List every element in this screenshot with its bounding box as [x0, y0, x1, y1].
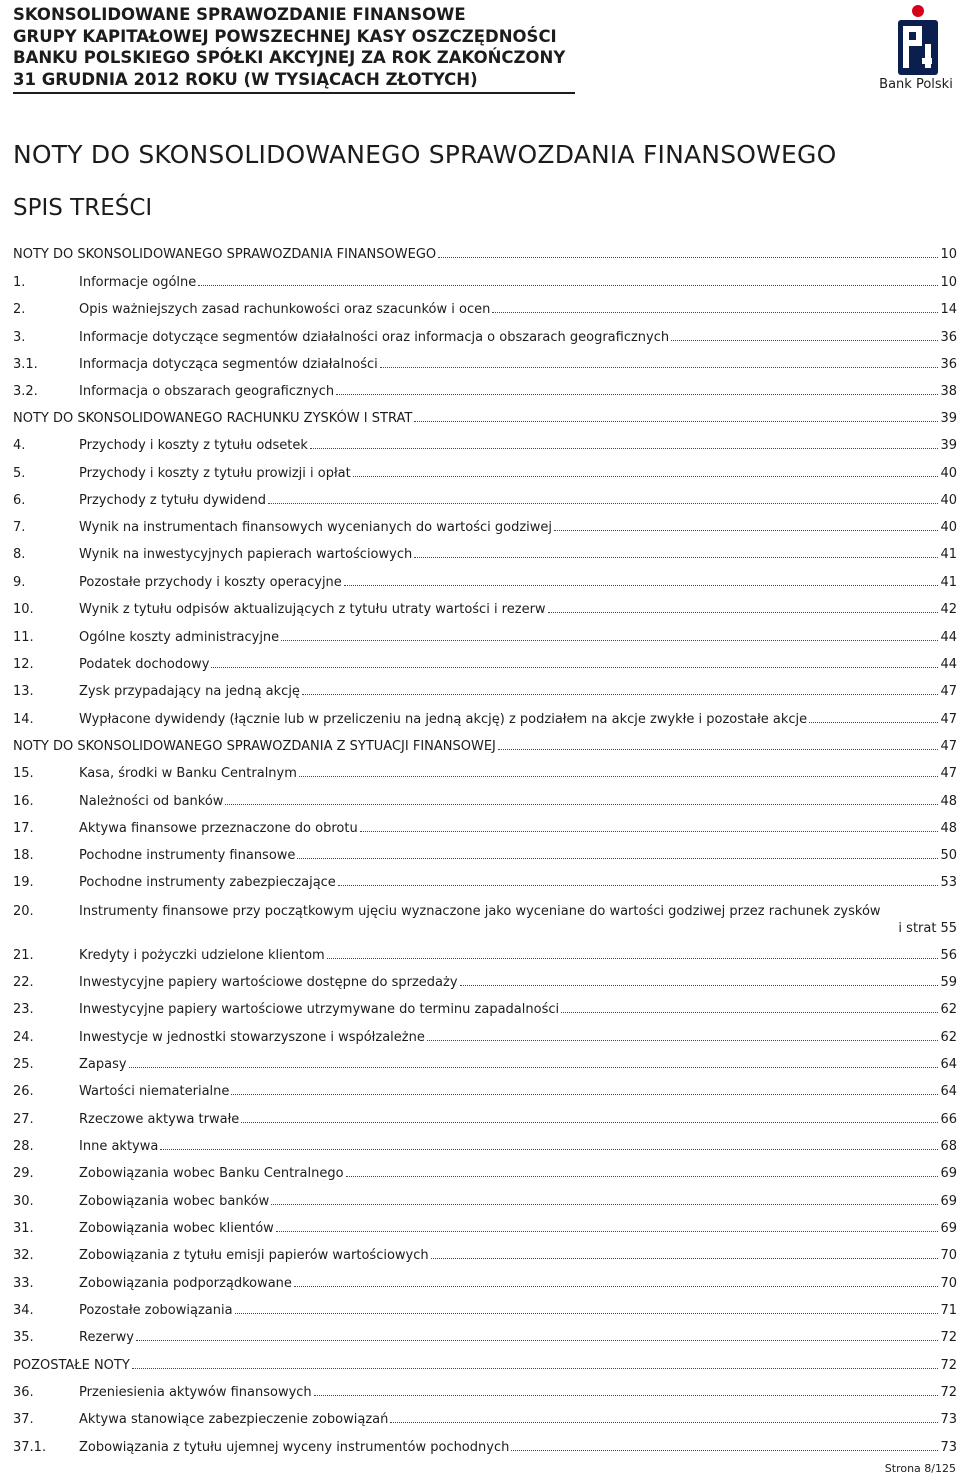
toc-entry-title: Kredyty i pożyczki udzielone klientom [79, 948, 325, 963]
toc-entry-title: Zobowiązania wobec banków [79, 1194, 270, 1209]
toc-entry-line [79, 821, 957, 837]
toc-entry-number: 6. [13, 493, 26, 508]
toc-entry-line [79, 794, 957, 810]
toc-page-number: 48 [940, 794, 957, 809]
header-divider [13, 92, 575, 94]
toc-entry-title: Przychody i koszty z tytułu odsetek [79, 438, 308, 453]
toc-entry-line [13, 411, 957, 427]
header-line-3: BANKU POLSKIEGO SPÓŁKI AKCYJNEJ ZA ROK ZAKOŃCZONY [13, 48, 566, 67]
toc-entry-number: 16. [13, 794, 34, 809]
toc-entry-number: 22. [13, 975, 34, 990]
toc-page-number: 36 [940, 330, 957, 345]
toc-title: SPIS TREŚCI [13, 195, 153, 221]
toc-dot-leader [302, 694, 939, 695]
toc-page-number: 66 [940, 1112, 957, 1127]
toc-entry-line [79, 466, 957, 482]
toc-page-number: 41 [940, 547, 957, 562]
toc-page-number: 59 [940, 975, 957, 990]
toc-page-number: 69 [940, 1221, 957, 1236]
toc-entry-line [13, 739, 957, 755]
toc-entry-line [79, 975, 957, 991]
toc-page-number: 50 [940, 848, 957, 863]
toc-dot-leader [231, 1094, 938, 1095]
toc-page-number: 71 [940, 1303, 957, 1318]
toc-dot-leader [235, 1313, 939, 1314]
toc-entry-number: 20. [13, 904, 34, 919]
toc-page-number: 70 [940, 1248, 957, 1263]
toc-entry-line [79, 330, 957, 346]
toc-entry-number: 36. [13, 1385, 34, 1400]
toc-entry-title: Rzeczowe aktywa trwałe [79, 1112, 240, 1127]
toc-dot-leader [344, 585, 939, 586]
toc-entry-number: 23. [13, 1002, 34, 1017]
toc-entry-title: Pochodne instrumenty finansowe [79, 848, 296, 863]
toc-entry-number: 14. [13, 712, 34, 727]
toc-entry-number: 17. [13, 821, 34, 836]
toc-entry-number: 30. [13, 1194, 34, 1209]
toc-entry-number: 1. [13, 275, 26, 290]
toc-entry-title: Przeniesienia aktywów finansowych [79, 1385, 312, 1400]
toc-entry-title: Rezerwy [79, 1330, 134, 1345]
toc-page-number: 47 [940, 739, 957, 754]
toc-dot-leader [360, 831, 939, 832]
toc-entry-title: Należności od banków [79, 794, 224, 809]
toc-dot-leader [211, 667, 938, 668]
toc-entry-number: 5. [13, 466, 26, 481]
toc-entry-number: 26. [13, 1084, 34, 1099]
toc-dot-leader [310, 448, 939, 449]
toc-page-number: 69 [940, 1194, 957, 1209]
toc-entry-text-line1: Instrumenty finansowe przy początkowym ujęciu wyznaczone jako wyceniane do wartości godziwej przez rachunek zysków [79, 904, 881, 919]
toc-entry-title: Aktywa finansowe przeznaczone do obrotu [79, 821, 358, 836]
toc-entry-title: Inwestycyjne papiery wartościowe utrzymywane do terminu zapadalności [79, 1002, 560, 1017]
toc-dot-leader [268, 503, 938, 504]
toc-page-number: 10 [940, 247, 957, 262]
toc-page-number: 72 [940, 1358, 957, 1373]
toc-entry-line [79, 547, 957, 563]
toc-entry-line [79, 602, 957, 618]
toc-page-number: 40 [940, 466, 957, 481]
toc-page-number: 38 [940, 384, 957, 399]
toc-entry-number: 37.1. [13, 1440, 47, 1455]
toc-entry-line [79, 1057, 957, 1073]
toc-entry-number: 21. [13, 948, 34, 963]
toc-page-number: 41 [940, 575, 957, 590]
toc-entry-number: 28. [13, 1139, 34, 1154]
toc-page-number: 40 [940, 493, 957, 508]
toc-dot-leader [338, 885, 939, 886]
toc-entry-line [79, 493, 957, 509]
toc-entry-line [79, 875, 957, 891]
toc-entry-title: Aktywa stanowiące zabezpieczenie zobowiązań [79, 1412, 389, 1427]
toc-entry-line [79, 520, 957, 536]
toc-page-number: 47 [940, 712, 957, 727]
toc-entry-title: NOTY DO SKONSOLIDOWANEGO SPRAWOZDANIA Z SYTUACJI FINANSOWEJ [13, 739, 496, 754]
toc-page-number: 68 [940, 1139, 957, 1154]
toc-entry-number: 29. [13, 1166, 34, 1181]
toc-dot-leader [438, 257, 938, 258]
toc-entry-title: Zobowiązania z tytułu ujemnej wyceny instrumentów pochodnych [79, 1440, 510, 1455]
toc-page-number: 14 [940, 302, 957, 317]
toc-entry-title: Inne aktywa [79, 1139, 159, 1154]
toc-entry-title: Zobowiązania wobec klientów [79, 1221, 274, 1236]
toc-page-number: 69 [940, 1166, 957, 1181]
toc-dot-leader [498, 749, 939, 750]
toc-entry-title: Inwestycyjne papiery wartościowe dostępne do sprzedaży [79, 975, 458, 990]
toc-entry-title: Pochodne instrumenty zabezpieczające [79, 875, 336, 890]
toc-dot-leader [414, 421, 938, 422]
header-line-2: GRUPY KAPITAŁOWEJ POWSZECHNEJ KASY OSZCZĘDNOŚCI [13, 26, 557, 46]
toc-entry-number: 19. [13, 875, 34, 890]
toc-page-number: 62 [940, 1030, 957, 1045]
toc-entry-line [13, 1358, 957, 1374]
toc-entry-number: 15. [13, 766, 34, 781]
toc-entry-title: Zapasy [79, 1057, 127, 1072]
toc-entry-line [13, 247, 957, 263]
toc-entry-title: Opis ważniejszych zasad rachunkowości oraz szacunków i ocen [79, 302, 491, 317]
toc-page-number: 62 [940, 1002, 957, 1017]
toc-dot-leader [225, 804, 938, 805]
toc-entry-number: 9. [13, 575, 26, 590]
toc-dot-leader [271, 1204, 938, 1205]
toc-page-number: 39 [940, 438, 957, 453]
toc-dot-leader [297, 858, 938, 859]
toc-entry-line [79, 1330, 957, 1346]
toc-entry-number: 4. [13, 438, 26, 453]
toc-entry-line [79, 384, 957, 400]
toc-dot-leader [511, 1450, 938, 1451]
toc-entry-title: Zysk przypadający na jedną akcję [79, 684, 300, 699]
toc-entry-number: 13. [13, 684, 34, 699]
toc-entry-title: Wypłacone dywidendy (łącznie lub w przeliczeniu na jedną akcję) z podziałem na akcje zwykłe i pozostałe akcje [79, 712, 808, 727]
toc-entry-line [79, 1112, 957, 1128]
toc-entry-title: NOTY DO SKONSOLIDOWANEGO SPRAWOZDANIA FINANSOWEGO [13, 247, 437, 262]
toc-entry-line [79, 1002, 957, 1018]
toc-dot-leader [671, 340, 938, 341]
toc-entry-number: 37. [13, 1412, 34, 1427]
toc-page-number: 48 [940, 821, 957, 836]
toc-dot-leader [336, 394, 938, 395]
toc-entry-title: Pozostałe zobowiązania [79, 1303, 233, 1318]
page-title: NOTY DO SKONSOLIDOWANEGO SPRAWOZDANIA FINANSOWEGO [13, 140, 837, 169]
toc-page-number: 55 [940, 921, 957, 936]
toc-page-number: 40 [940, 520, 957, 535]
toc-dot-leader [129, 1067, 939, 1068]
toc-entry-line [79, 712, 957, 728]
toc-page-number: 44 [940, 657, 957, 672]
toc-entry-title: Wartości niematerialne [79, 1084, 230, 1099]
toc-page-number: 64 [940, 1084, 957, 1099]
toc-page-number: 53 [940, 875, 957, 890]
toc-dot-leader [427, 1040, 939, 1041]
toc-dot-leader [346, 1176, 939, 1177]
toc-entry-line [79, 1030, 957, 1046]
toc-entry-line [79, 948, 957, 964]
toc-entry-line [79, 1440, 957, 1456]
toc-entry-title: Ogólne koszty administracyjne [79, 630, 280, 645]
toc-entry-title: Kasa, środki w Banku Centralnym [79, 766, 297, 781]
toc-entry-number: 2. [13, 302, 26, 317]
toc-entry-title: Wynik na instrumentach finansowych wycenianych do wartości godziwej [79, 520, 553, 535]
toc-entry-line [79, 657, 957, 673]
toc-entry-title: i strat [898, 921, 937, 936]
toc-dot-leader [281, 640, 938, 641]
toc-entry-number: 24. [13, 1030, 34, 1045]
toc-entry-number: 10. [13, 602, 34, 617]
toc-page-number: 47 [940, 766, 957, 781]
toc-entry-title: Wynik na inwestycyjnych papierach wartościowych [79, 547, 413, 562]
toc-entry-line [79, 848, 957, 864]
toc-entry-number: 3.1. [13, 357, 38, 372]
toc-entry-line [79, 1412, 957, 1428]
page-number: Strona 8/125 [884, 1462, 956, 1475]
toc-entry-title: Informacja o obszarach geograficznych [79, 384, 335, 399]
toc-entry-title: Informacja dotycząca segmentów działalności [79, 357, 378, 372]
toc-entry-line [79, 438, 957, 454]
toc-page-number: 42 [940, 602, 957, 617]
toc-dot-leader [809, 722, 938, 723]
header-line-1: SKONSOLIDOWANE SPRAWOZDANIE FINANSOWE [13, 5, 466, 24]
toc-entry-number: 12. [13, 657, 34, 672]
toc-entry-number: 11. [13, 630, 34, 645]
toc-entry-title: Podatek dochodowy [79, 657, 210, 672]
toc-dot-leader [314, 1395, 939, 1396]
toc-entry-line [79, 302, 957, 318]
toc-dot-leader [561, 1012, 938, 1013]
toc-dot-leader [327, 958, 939, 959]
toc-page-number: 70 [940, 1276, 957, 1291]
toc-entry-title: Zobowiązania podporządkowane [79, 1276, 292, 1291]
toc-entry-line [79, 1385, 957, 1401]
toc-page-number: 39 [940, 411, 957, 426]
toc-dot-leader [492, 312, 938, 313]
toc-dot-leader [548, 612, 939, 613]
toc-entry-line [898, 921, 957, 937]
toc-dot-leader [299, 776, 939, 777]
toc-dot-leader [353, 476, 939, 477]
toc-page-number: 73 [940, 1412, 957, 1427]
toc-entry-title: Przychody z tytułu dywidend [79, 493, 266, 508]
toc-entry-line [79, 1166, 957, 1182]
toc-entry-title: Informacje dotyczące segmentów działalności oraz informacja o obszarach geograficznych [79, 330, 670, 345]
toc-entry-line [79, 630, 957, 646]
toc-entry-line [79, 1221, 957, 1237]
toc-entry-title: Wynik z tytułu odpisów aktualizujących z tytułu utraty wartości i rezerw [79, 602, 546, 617]
toc-entry-line [79, 1303, 957, 1319]
toc-entry-line [79, 1248, 957, 1264]
toc-entry-number: 7. [13, 520, 26, 535]
toc-entry-number: 18. [13, 848, 34, 863]
toc-entry-number: 33. [13, 1276, 34, 1291]
toc-dot-leader [390, 1422, 938, 1423]
toc-entry-line [79, 1276, 957, 1292]
toc-dot-leader [554, 530, 938, 531]
toc-entry-title: NOTY DO SKONSOLIDOWANEGO RACHUNKU ZYSKÓW I STRAT [13, 411, 413, 426]
toc-entry-number: 32. [13, 1248, 34, 1263]
toc-entry-title: Zobowiązania z tytułu emisji papierów wartościowych [79, 1248, 429, 1263]
header-line-4: 31 GRUDNIA 2012 ROKU (W TYSIĄCACH ZŁOTYCH) [13, 69, 478, 89]
toc-entry-line [79, 766, 957, 782]
toc-entry-number: 27. [13, 1112, 34, 1127]
toc-entry-title: Inwestycje w jednostki stowarzyszone i współzależne [79, 1030, 425, 1045]
toc-entry-line [79, 1084, 957, 1100]
bank-name: Bank Polski [879, 77, 953, 92]
toc-entry-line [79, 275, 957, 291]
toc-entry-title: Zobowiązania wobec Banku Centralnego [79, 1166, 344, 1181]
toc-entry-title: Informacje ogólne [79, 275, 197, 290]
toc-entry-number: 31. [13, 1221, 34, 1236]
toc-page-number: 72 [940, 1330, 957, 1345]
toc-page-number: 72 [940, 1385, 957, 1400]
toc-dot-leader [241, 1122, 938, 1123]
toc-entry-number: 3. [13, 330, 26, 345]
toc-entry-line [79, 575, 957, 591]
toc-dot-leader [431, 1258, 939, 1259]
toc-dot-leader [380, 367, 939, 368]
toc-page-number: 47 [940, 684, 957, 699]
toc-dot-leader [276, 1231, 939, 1232]
toc-entry-number: 35. [13, 1330, 34, 1345]
toc-dot-leader [136, 1340, 939, 1341]
toc-dot-leader [294, 1286, 939, 1287]
toc-entry-line [79, 1194, 957, 1210]
toc-dot-leader [198, 285, 938, 286]
toc-entry-line [79, 1139, 957, 1155]
toc-page-number: 73 [940, 1440, 957, 1455]
toc-entry-title: Pozostałe przychody i koszty operacyjne [79, 575, 342, 590]
toc-dot-leader [160, 1149, 938, 1150]
toc-page-number: 56 [940, 948, 957, 963]
toc-page-number: 44 [940, 630, 957, 645]
toc-entry-line [79, 357, 957, 373]
toc-dot-leader [414, 557, 938, 558]
toc-entry-number: 34. [13, 1303, 34, 1318]
toc-page-number: 64 [940, 1057, 957, 1072]
toc-entry-number: 3.2. [13, 384, 38, 399]
toc-entry-number: 8. [13, 547, 26, 562]
toc-entry-title: POZOSTAŁE NOTY [13, 1358, 130, 1373]
toc-dot-leader [460, 985, 939, 986]
toc-entry-line [79, 684, 957, 700]
toc-page-number: 36 [940, 357, 957, 372]
report-header [13, 4, 575, 90]
toc-entry-number: 25. [13, 1057, 34, 1072]
toc-page-number: 10 [940, 275, 957, 290]
toc-dot-leader [132, 1368, 939, 1369]
toc-entry-title: Przychody i koszty z tytułu prowizji i opłat [79, 466, 351, 481]
